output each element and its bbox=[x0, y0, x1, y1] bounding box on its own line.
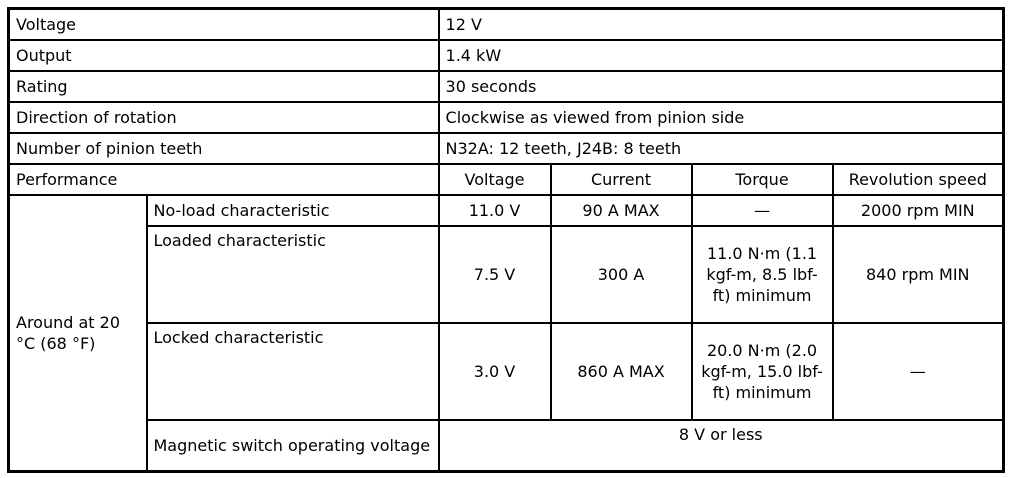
spec-value-voltage: 12 V bbox=[439, 9, 1004, 40]
spec-value-direction: Clockwise as viewed from pinion side bbox=[439, 102, 1004, 133]
table-row bbox=[9, 420, 1004, 472]
characteristic-voltage: 7.5 V bbox=[439, 226, 551, 323]
table-row bbox=[9, 40, 1004, 71]
characteristic-name: Loaded characteristic bbox=[147, 226, 439, 323]
spec-label-voltage: Voltage bbox=[9, 9, 439, 40]
header-torque: Torque bbox=[692, 164, 833, 195]
header-voltage: Voltage bbox=[439, 164, 551, 195]
spec-value-rating: 30 seconds bbox=[439, 71, 1004, 102]
characteristic-torque: 20.0 N·m (2.0 kgf-m, 15.0 lbf-ft) minimum bbox=[692, 323, 833, 420]
starter-specification-table bbox=[7, 7, 1005, 473]
table-row bbox=[9, 323, 1004, 420]
characteristic-current: 90 A MAX bbox=[551, 195, 692, 226]
magnetic-switch-value: 8 V or less bbox=[439, 420, 1004, 472]
characteristic-speed: — bbox=[833, 323, 1004, 420]
table-row bbox=[9, 71, 1004, 102]
magnetic-switch-label: Magnetic switch operating voltage bbox=[147, 420, 439, 472]
spec-label-rating: Rating bbox=[9, 71, 439, 102]
table-row bbox=[9, 133, 1004, 164]
spec-label-pinion-teeth: Number of pinion teeth bbox=[9, 133, 439, 164]
table-row bbox=[9, 9, 1004, 40]
spec-value-pinion-teeth: N32A: 12 teeth, J24B: 8 teeth bbox=[439, 133, 1004, 164]
header-revolution-speed: Revolution speed bbox=[833, 164, 1004, 195]
condition-label: Around at 20 °C (68 °F) bbox=[9, 195, 147, 472]
characteristic-name: No-load characteristic bbox=[147, 195, 439, 226]
table-row bbox=[9, 226, 1004, 323]
characteristic-voltage: 3.0 V bbox=[439, 323, 551, 420]
table-row bbox=[9, 102, 1004, 133]
header-current: Current bbox=[551, 164, 692, 195]
spec-value-output: 1.4 kW bbox=[439, 40, 1004, 71]
performance-label: Performance bbox=[9, 164, 439, 195]
characteristic-speed: 2000 rpm MIN bbox=[833, 195, 1004, 226]
characteristic-speed: 840 rpm MIN bbox=[833, 226, 1004, 323]
characteristic-torque: 11.0 N·m (1.1 kgf-m, 8.5 lbf-ft) minimum bbox=[692, 226, 833, 323]
characteristic-torque: — bbox=[692, 195, 833, 226]
table-row bbox=[9, 195, 1004, 226]
characteristic-voltage: 11.0 V bbox=[439, 195, 551, 226]
characteristic-current: 300 A bbox=[551, 226, 692, 323]
characteristic-current: 860 A MAX bbox=[551, 323, 692, 420]
performance-header-row bbox=[9, 164, 1004, 195]
spec-label-direction: Direction of rotation bbox=[9, 102, 439, 133]
characteristic-name: Locked characteristic bbox=[147, 323, 439, 420]
spec-label-output: Output bbox=[9, 40, 439, 71]
